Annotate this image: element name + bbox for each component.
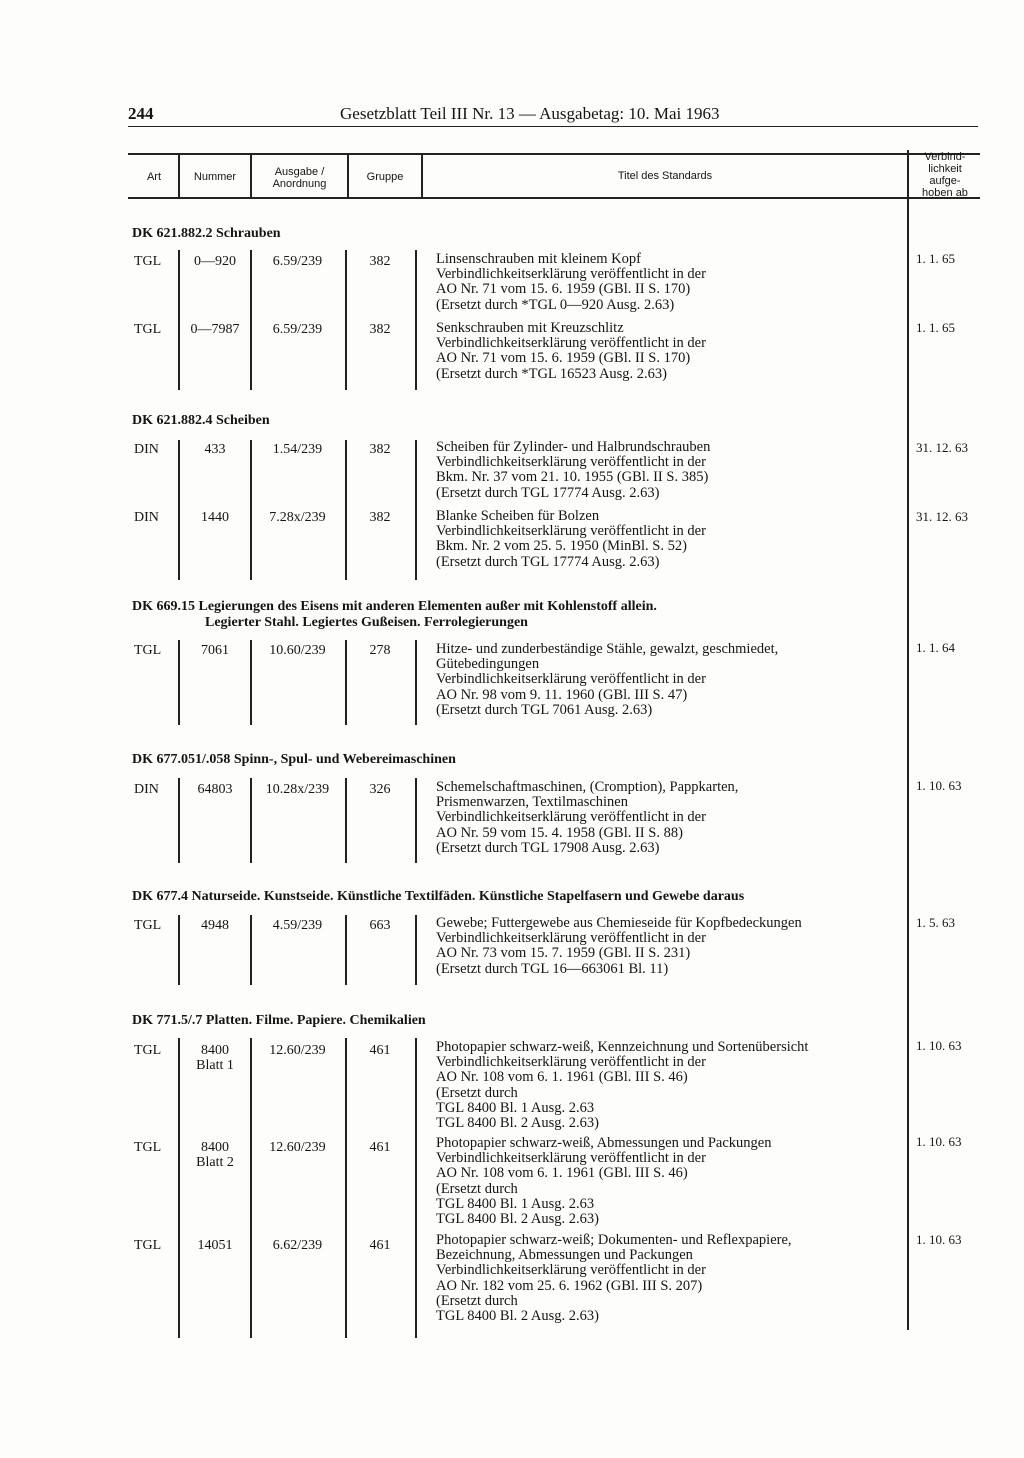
row-date: 1. 10. 63: [916, 778, 962, 793]
row-art: DIN: [134, 442, 159, 457]
row-art: DIN: [134, 510, 159, 525]
header-rule: [128, 126, 978, 127]
row-date: 1. 1. 65: [916, 251, 955, 266]
title-line: TGL 8400 Bl. 2 Ausg. 2.63): [436, 1308, 599, 1325]
title-line: (Ersetzt durch TGL 17774 Ausg. 2.63): [436, 484, 660, 501]
row-nummer: 0—920: [194, 254, 236, 269]
colhead-ausgabe-line: Anordnung: [272, 178, 327, 190]
row-title: [436, 916, 802, 977]
title-line: (Ersetzt durch TGL 17774 Ausg. 2.63): [436, 553, 660, 570]
row-ausgabe: 10.60/239: [269, 643, 326, 658]
row-nummer: 1440: [201, 510, 229, 525]
title-line: Linsenschrauben mit kleinem Kopf: [436, 251, 641, 267]
row-gruppe: 382: [369, 442, 391, 457]
row-art: TGL: [134, 1043, 162, 1058]
row-gruppe: 461: [369, 1238, 391, 1253]
col-divider: [178, 250, 180, 390]
col-divider: [415, 640, 417, 725]
row-nummer: [180, 1043, 250, 1073]
table-head-rule: [128, 197, 980, 199]
title-line: TGL 8400 Bl. 1 Ausg. 2.63: [436, 1099, 595, 1116]
row-ausgabe: 7.28x/239: [269, 510, 326, 525]
colhead-verbind-line: Verbind-: [924, 151, 966, 163]
title-line: Gütebedingungen: [436, 656, 540, 673]
page-number: 244: [128, 104, 154, 123]
section-heading: DK 677.4 Naturseide. Kunstseide. Künstliche Textilfäden. Künstliche Stapelfasern und Gewebe daraus: [132, 889, 745, 904]
col-divider: [250, 250, 252, 390]
section-heading: Legierter Stahl. Legiertes Gußeisen. Ferrolegierungen: [205, 615, 528, 630]
title-line: Verbindlichkeitserklärung veröffentlicht in der: [436, 1150, 706, 1167]
nummer-line: Blatt 2: [196, 1155, 234, 1170]
title-line: AO Nr. 71 vom 15. 6. 1959 (GBl. II S. 170): [436, 350, 691, 367]
title-line: Verbindlichkeitserklärung veröffentlicht in der: [436, 266, 706, 283]
row-nummer: 7061: [201, 643, 229, 658]
row-nummer: 64803: [197, 782, 233, 797]
row-gruppe: 382: [369, 510, 391, 525]
row-date: 1. 10. 63: [916, 1134, 962, 1149]
title-line: Schemelschaftmaschinen, (Cromption), Pappkarten,: [436, 779, 739, 795]
row-art: TGL: [134, 643, 162, 658]
row-ausgabe: 4.59/239: [272, 918, 323, 933]
title-line: TGL 8400 Bl. 2 Ausg. 2.63): [436, 1115, 599, 1132]
title-line: TGL 8400 Bl. 2 Ausg. 2.63): [436, 1211, 599, 1228]
col-divider: [415, 915, 417, 985]
colhead-ausgabe-line: Ausgabe /: [274, 166, 325, 178]
col-divider: [415, 250, 417, 390]
title-line: Scheiben für Zylinder- und Halbrundschrauben: [436, 439, 711, 455]
title-line: Verbindlichkeitserklärung veröffentlicht in der: [436, 930, 706, 947]
row-date: 1. 10. 63: [916, 1232, 962, 1247]
colhead-gruppe: Gruppe: [366, 171, 404, 183]
title-line: (Ersetzt durch TGL 7061 Ausg. 2.63): [436, 701, 653, 718]
nummer-line: 8400: [201, 1140, 229, 1155]
title-line: AO Nr. 59 vom 15. 4. 1958 (GBl. II S. 88): [436, 824, 683, 841]
title-line: (Ersetzt durch: [436, 1084, 518, 1101]
title-line: Verbindlichkeitserklärung veröffentlicht in der: [436, 809, 706, 826]
row-ausgabe: 12.60/239: [269, 1043, 326, 1058]
title-line: Prismenwarzen, Textilmaschinen: [436, 794, 628, 811]
col-divider: [345, 1038, 347, 1338]
row-title: [436, 642, 778, 718]
row-title: [436, 1136, 771, 1227]
section-heading: DK 621.882.2 Schrauben: [132, 226, 281, 241]
row-ausgabe: 10.28x/239: [265, 782, 330, 797]
title-line: (Ersetzt durch TGL 16—663061 Bl. 11): [436, 960, 669, 977]
row-ausgabe: 12.60/239: [269, 1140, 326, 1155]
col-divider: [415, 778, 417, 863]
nummer-line: Blatt 1: [196, 1058, 234, 1073]
row-date: 31. 12. 63: [916, 440, 968, 455]
col-divider: [415, 1038, 417, 1338]
col-divider: [250, 1038, 252, 1338]
title-line: Blanke Scheiben für Bolzen: [436, 508, 600, 524]
title-line: AO Nr. 182 vom 25. 6. 1962 (GBl. III S. 207): [436, 1277, 703, 1294]
row-title: [436, 1040, 808, 1131]
colhead-art: Art: [146, 171, 162, 183]
table-top-rule: [128, 153, 980, 155]
section-heading: DK 669.15 Legierungen des Eisens mit anderen Elementen außer mit Kohlenstoff allein.: [132, 599, 657, 614]
title-line: Hitze- und zunderbeständige Stähle, gewalzt, geschmiedet,: [436, 641, 779, 657]
title-line: AO Nr. 71 vom 15. 6. 1959 (GBl. II S. 170): [436, 281, 691, 298]
section-heading: DK 621.882.4 Scheiben: [132, 413, 270, 428]
title-line: AO Nr. 108 vom 6. 1. 1961 (GBl. III S. 46): [436, 1165, 688, 1182]
title-line: Bkm. Nr. 2 vom 25. 5. 1950 (MinBl. S. 52): [436, 538, 687, 555]
nummer-line: 8400: [201, 1043, 229, 1058]
row-title: [436, 780, 738, 856]
row-art: TGL: [134, 918, 162, 933]
title-line: AO Nr. 108 vom 6. 1. 1961 (GBl. III S. 46): [436, 1069, 688, 1086]
row-title: [436, 509, 706, 570]
colhead-verbind-line: aufge-: [929, 175, 961, 187]
title-line: (Ersetzt durch: [436, 1180, 518, 1197]
row-title: [436, 1233, 792, 1324]
title-line: Gewebe; Futtergewebe aus Chemieseide für Kopfbedeckungen: [436, 915, 802, 931]
colhead-ausgabe: [252, 166, 347, 190]
row-date: 1. 10. 63: [916, 1038, 962, 1053]
row-gruppe: 382: [369, 322, 391, 337]
row-title: [436, 321, 706, 382]
row-ausgabe: 1.54/239: [272, 442, 323, 457]
title-line: TGL 8400 Bl. 1 Ausg. 2.63: [436, 1195, 595, 1212]
title-line: Verbindlichkeitserklärung veröffentlicht in der: [436, 454, 706, 471]
title-line: Verbindlichkeitserklärung veröffentlicht in der: [436, 335, 706, 352]
row-art: DIN: [134, 782, 159, 797]
row-ausgabe: 6.62/239: [272, 1238, 323, 1253]
colhead-verbind-line: lichkeit: [928, 163, 962, 175]
row-nummer: 0—7987: [190, 322, 240, 337]
colhead-verbind-line: hoben ab: [922, 187, 968, 199]
row-date: 1. 5. 63: [916, 915, 955, 930]
row-gruppe: 326: [369, 782, 391, 797]
title-line: Bezeichnung, Abmessungen und Packungen: [436, 1247, 693, 1264]
col-divider: [178, 1038, 180, 1338]
row-ausgabe: 6.59/239: [272, 254, 323, 269]
row-nummer: 14051: [197, 1238, 233, 1253]
row-gruppe: 382: [369, 254, 391, 269]
row-art: TGL: [134, 1238, 162, 1253]
title-line: Senkschrauben mit Kreuzschlitz: [436, 320, 624, 336]
row-date: 1. 1. 65: [916, 320, 955, 335]
row-gruppe: 461: [369, 1043, 391, 1058]
date-column-divider: [907, 150, 909, 1330]
row-art: TGL: [134, 254, 162, 269]
row-title: [436, 252, 706, 313]
title-line: Photopapier schwarz-weiß, Abmessungen und Packungen: [436, 1135, 772, 1151]
row-nummer: [180, 1140, 250, 1170]
title-line: Verbindlichkeitserklärung veröffentlicht in der: [436, 523, 706, 540]
section-heading: DK 771.5/.7 Platten. Filme. Papiere. Chemikalien: [132, 1013, 426, 1028]
row-gruppe: 461: [369, 1140, 391, 1155]
row-art: TGL: [134, 322, 162, 337]
title-line: Verbindlichkeitserklärung veröffentlicht in der: [436, 1054, 706, 1071]
colhead-nummer: Nummer: [193, 171, 237, 183]
title-line: (Ersetzt durch: [436, 1292, 518, 1309]
colhead-verbind: [909, 151, 981, 199]
row-date: 1. 1. 64: [916, 640, 955, 655]
row-ausgabe: 6.59/239: [272, 322, 323, 337]
section-heading: DK 677.051/.058 Spinn-, Spul- und Webereimaschinen: [132, 752, 456, 767]
row-title: [436, 440, 710, 501]
row-nummer: 4948: [201, 918, 229, 933]
title-line: Photopapier schwarz-weiß, Kennzeichnung und Sortenübersicht: [436, 1039, 809, 1055]
title-line: (Ersetzt durch *TGL 16523 Ausg. 2.63): [436, 365, 668, 382]
row-gruppe: 663: [369, 918, 391, 933]
row-gruppe: 278: [369, 643, 391, 658]
title-line: AO Nr. 98 vom 9. 11. 1960 (GBl. III S. 47): [436, 686, 688, 703]
title-line: (Ersetzt durch *TGL 0—920 Ausg. 2.63): [436, 296, 675, 313]
col-divider: [345, 250, 347, 390]
row-nummer: 433: [204, 442, 226, 457]
col-divider: [415, 440, 417, 580]
colhead-titel: Titel des Standards: [617, 170, 713, 182]
title-line: Verbindlichkeitserklärung veröffentlicht in der: [436, 671, 706, 688]
page-header-title: Gesetzblatt Teil III Nr. 13 — Ausgabetag: 10. Mai 1963: [340, 104, 720, 123]
row-date: 31. 12. 63: [916, 509, 968, 524]
title-line: Verbindlichkeitserklärung veröffentlicht in der: [436, 1262, 706, 1279]
title-line: AO Nr. 73 vom 15. 7. 1959 (GBl. II S. 231): [436, 945, 691, 962]
title-line: Photopapier schwarz-weiß; Dokumenten- und Reflexpapiere,: [436, 1232, 792, 1248]
title-line: Bkm. Nr. 37 vom 21. 10. 1955 (GBl. II S. 385): [436, 469, 709, 486]
title-line: (Ersetzt durch TGL 17908 Ausg. 2.63): [436, 839, 660, 856]
row-art: TGL: [134, 1140, 162, 1155]
